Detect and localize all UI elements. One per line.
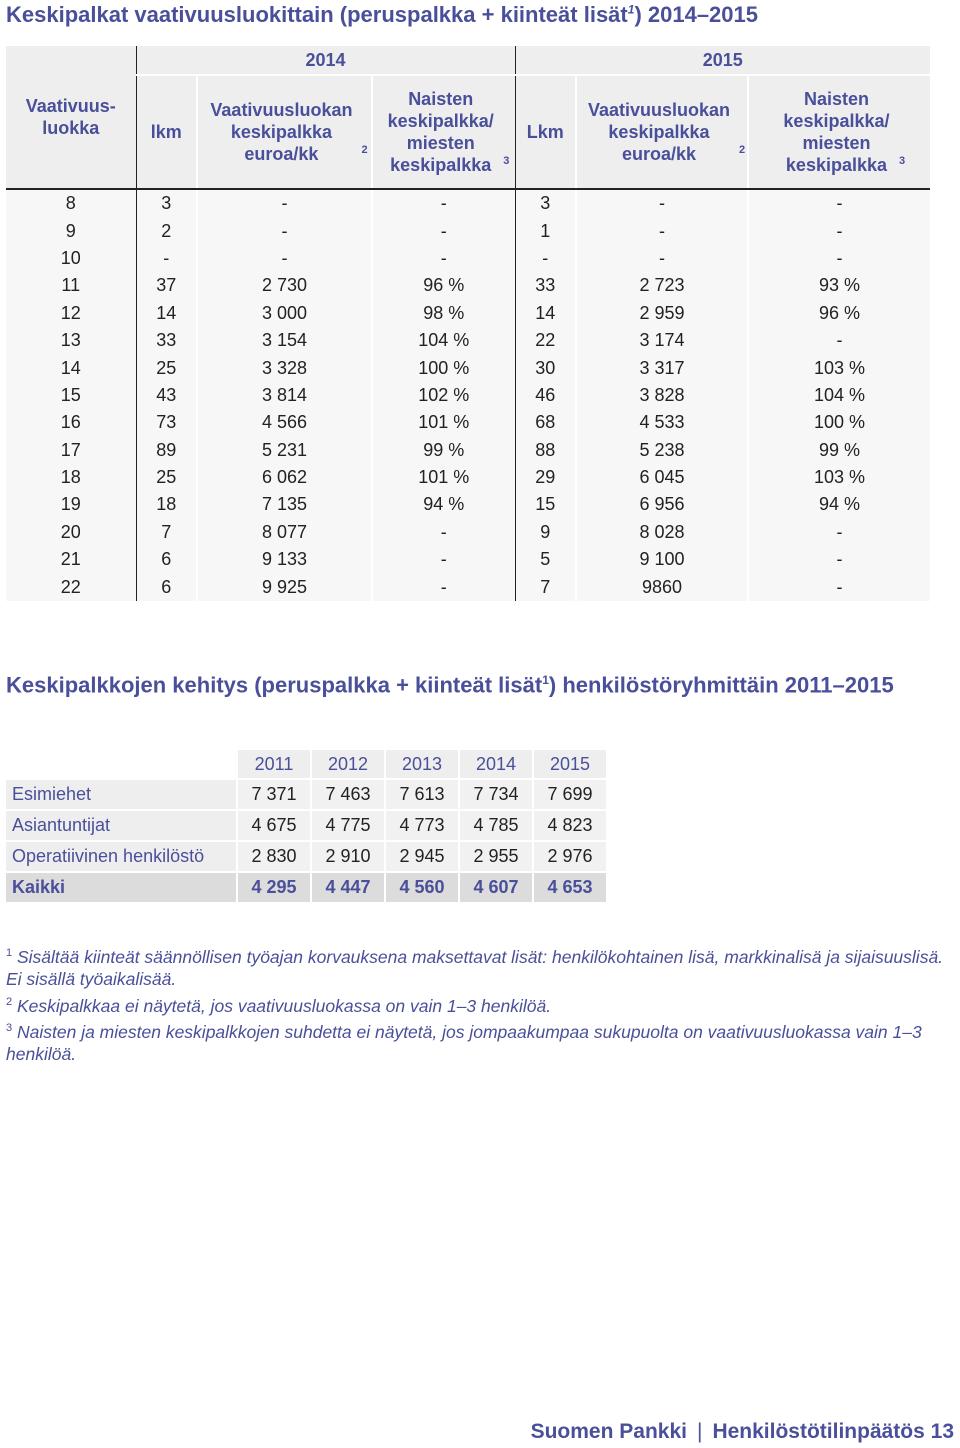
cell: - xyxy=(748,217,930,244)
table-row xyxy=(6,573,930,600)
cell: 2 723 xyxy=(576,272,748,299)
cell: - xyxy=(576,245,748,272)
table-row xyxy=(6,409,930,436)
table-row xyxy=(6,780,606,809)
cell: 96 % xyxy=(748,300,930,327)
header-year: 2013 xyxy=(386,750,458,778)
cell: 103 % xyxy=(748,464,930,491)
cell: 33 xyxy=(515,272,576,299)
cell: 100 % xyxy=(372,354,515,381)
cell: - xyxy=(372,573,515,600)
table-row xyxy=(6,300,930,327)
cell: 9 925 xyxy=(197,573,372,600)
cell: - xyxy=(576,189,748,217)
class-cell: 18 xyxy=(6,464,136,491)
cell: 37 xyxy=(136,272,197,299)
footnote: $^3$ Naisten ja miesten keskipalkkojen suhdetta ei näytetä, jos jompaakumpaa sukupuolta on vaativuusluokassa vain 1–3 henkilöä. xyxy=(6,1021,922,1065)
cell: - xyxy=(748,519,930,546)
cell: 22 xyxy=(515,327,576,354)
footer-separator: | xyxy=(696,1420,703,1443)
header-year: 2014 xyxy=(460,750,532,778)
table-row xyxy=(6,189,930,217)
cell: 101 % xyxy=(372,464,515,491)
cell: 6 062 xyxy=(197,464,372,491)
cell: 8 028 xyxy=(576,519,748,546)
footnote-ref: 1 xyxy=(542,673,549,687)
header-blank xyxy=(6,750,236,778)
class-cell: 19 xyxy=(6,491,136,518)
cell: - xyxy=(372,217,515,244)
cell: 3 828 xyxy=(576,382,748,409)
title-tail: ) henkilöstöryhmittäin 2011–2015 xyxy=(548,672,894,698)
cell: 98 % xyxy=(372,300,515,327)
cell: - xyxy=(197,217,372,244)
page-title xyxy=(6,2,946,28)
footnotes xyxy=(6,942,951,1066)
header-year: 2011 xyxy=(238,750,310,778)
cell: 9 100 xyxy=(576,546,748,573)
cell: - xyxy=(372,546,515,573)
cell: 3 317 xyxy=(576,354,748,381)
cell: 9860 xyxy=(576,573,748,600)
cell: 4 775 xyxy=(312,811,384,840)
table-row xyxy=(6,354,930,381)
cell: 103 % xyxy=(748,354,930,381)
title-text: Keskipalkkojen kehitys (peruspalkka + kiinteät lisät xyxy=(6,672,543,698)
cell: - xyxy=(748,327,930,354)
page-number: 13 xyxy=(930,1420,954,1443)
cell: 100 % xyxy=(748,409,930,436)
cell: - xyxy=(576,217,748,244)
cell: 2 910 xyxy=(312,842,384,871)
table-row xyxy=(6,491,930,518)
cell: - xyxy=(372,245,515,272)
class-cell: 17 xyxy=(6,437,136,464)
table-row xyxy=(6,217,930,244)
footer-org: Suomen Pankki xyxy=(530,1420,687,1443)
cell: 3 814 xyxy=(197,382,372,409)
table-row xyxy=(6,327,930,354)
cell: 2 976 xyxy=(534,842,606,871)
class-cell: 21 xyxy=(6,546,136,573)
table-row xyxy=(6,382,930,409)
table-row xyxy=(6,546,930,573)
row-label: Kaikki xyxy=(6,873,236,902)
class-cell: 9 xyxy=(6,217,136,244)
header-year-2015: 2015 xyxy=(515,46,930,75)
page-footer xyxy=(531,1420,954,1444)
cell: 102 % xyxy=(372,382,515,409)
cell: 33 xyxy=(136,327,197,354)
table-row xyxy=(6,811,606,840)
cell: 1 xyxy=(515,217,576,244)
footnote: $^1$ Sisältää kiinteät säännöllisen työajan korvauksena maksettavat lisät: henkilökohtainen lisä, markkinalisä ja sijaisuuslisä. Ei sisällä työaikalisää. xyxy=(6,946,944,990)
cell: 104 % xyxy=(748,382,930,409)
cell: 6 045 xyxy=(576,464,748,491)
cell: 4 447 xyxy=(312,873,384,902)
salary-by-class-table xyxy=(6,46,930,601)
title-tail: ) 2014–2015 xyxy=(634,2,758,27)
cell: - xyxy=(197,245,372,272)
cell: 4 533 xyxy=(576,409,748,436)
cell: 4 785 xyxy=(460,811,532,840)
class-cell: 16 xyxy=(6,409,136,436)
cell: 4 823 xyxy=(534,811,606,840)
footnote-ref: 1 xyxy=(627,2,635,17)
cell: 4 560 xyxy=(386,873,458,902)
class-cell: 12 xyxy=(6,300,136,327)
class-cell: 14 xyxy=(6,354,136,381)
cell: 4 566 xyxy=(197,409,372,436)
cell: 18 xyxy=(136,491,197,518)
cell: 4 675 xyxy=(238,811,310,840)
cell: 25 xyxy=(136,464,197,491)
row-label: Esimiehet xyxy=(6,780,236,809)
cell: 7 135 xyxy=(197,491,372,518)
class-cell: 8 xyxy=(6,189,136,217)
cell: 6 xyxy=(136,573,197,600)
cell: 15 xyxy=(515,491,576,518)
row-label: Operatiivinen henkilöstö xyxy=(6,842,236,871)
table-row xyxy=(6,272,930,299)
cell: 101 % xyxy=(372,409,515,436)
header-count-2014: lkm xyxy=(136,75,197,189)
cell: 46 xyxy=(515,382,576,409)
cell: 29 xyxy=(515,464,576,491)
cell: 5 xyxy=(515,546,576,573)
header-ratio-2014: Naisten keskipalkka/ miesten keskipalkka $^3$ xyxy=(372,75,515,189)
cell: 7 xyxy=(136,519,197,546)
cell: 3 xyxy=(515,189,576,217)
cell: - xyxy=(748,245,930,272)
cell: 3 328 xyxy=(197,354,372,381)
header-class: Vaativuus-luokka xyxy=(6,46,136,189)
cell: 73 xyxy=(136,409,197,436)
cell: 5 238 xyxy=(576,437,748,464)
title-text: Keskipalkat vaativuusluokittain (peruspalkka + kiinteät lisät xyxy=(6,2,628,27)
total-row xyxy=(6,873,606,902)
cell: 4 295 xyxy=(238,873,310,902)
cell: 3 154 xyxy=(197,327,372,354)
class-cell: 20 xyxy=(6,519,136,546)
cell: 25 xyxy=(136,354,197,381)
table-row xyxy=(6,245,930,272)
cell: 104 % xyxy=(372,327,515,354)
cell: - xyxy=(372,189,515,217)
cell: 4 607 xyxy=(460,873,532,902)
cell: - xyxy=(197,189,372,217)
cell: - xyxy=(372,519,515,546)
cell: 43 xyxy=(136,382,197,409)
footnote: $^2$ Keskipalkkaa ei näytetä, jos vaativuusluokassa on vain 1–3 henkilöä. xyxy=(6,995,552,1016)
cell: 9 xyxy=(515,519,576,546)
cell: 88 xyxy=(515,437,576,464)
salary-by-group-table xyxy=(4,748,608,904)
cell: 14 xyxy=(515,300,576,327)
class-cell: 10 xyxy=(6,245,136,272)
cell: 93 % xyxy=(748,272,930,299)
header-avg-2015: Vaativuusluokan keskipalkka euroa/kk $^2$ xyxy=(576,75,748,189)
cell: 5 231 xyxy=(197,437,372,464)
header-ratio-2015: Naisten keskipalkka/ miesten keskipalkka $^3$ xyxy=(748,75,930,189)
cell: 2 830 xyxy=(238,842,310,871)
cell: 7 613 xyxy=(386,780,458,809)
cell: 94 % xyxy=(748,491,930,518)
cell: 7 699 xyxy=(534,780,606,809)
cell: 99 % xyxy=(748,437,930,464)
cell: 89 xyxy=(136,437,197,464)
cell: 7 xyxy=(515,573,576,600)
cell: 2 730 xyxy=(197,272,372,299)
cell: 68 xyxy=(515,409,576,436)
table-row xyxy=(6,842,606,871)
cell: 8 077 xyxy=(197,519,372,546)
cell: 6 xyxy=(136,546,197,573)
cell: 94 % xyxy=(372,491,515,518)
cell: 2 xyxy=(136,217,197,244)
cell: 30 xyxy=(515,354,576,381)
class-cell: 11 xyxy=(6,272,136,299)
cell: - xyxy=(136,245,197,272)
header-avg-2014: Vaativuusluokan keskipalkka euroa/kk $^2$ xyxy=(197,75,372,189)
table-row xyxy=(6,519,930,546)
cell: 96 % xyxy=(372,272,515,299)
class-cell: 15 xyxy=(6,382,136,409)
row-label: Asiantuntijat xyxy=(6,811,236,840)
cell: 2 959 xyxy=(576,300,748,327)
footer-doc: Henkilöstötilinpäätös xyxy=(712,1420,925,1443)
header-year-2014: 2014 xyxy=(136,46,515,75)
cell: 7 463 xyxy=(312,780,384,809)
cell: 14 xyxy=(136,300,197,327)
cell: 9 133 xyxy=(197,546,372,573)
header-count-2015: Lkm xyxy=(515,75,576,189)
header-year: 2015 xyxy=(534,750,606,778)
header-year: 2012 xyxy=(312,750,384,778)
class-cell: 13 xyxy=(6,327,136,354)
cell: 99 % xyxy=(372,437,515,464)
cell: 6 956 xyxy=(576,491,748,518)
cell: 2 945 xyxy=(386,842,458,871)
class-cell: 22 xyxy=(6,573,136,600)
cell: 7 371 xyxy=(238,780,310,809)
table-row xyxy=(6,437,930,464)
cell: 3 xyxy=(136,189,197,217)
table-row xyxy=(6,464,930,491)
cell: 4 653 xyxy=(534,873,606,902)
cell: 2 955 xyxy=(460,842,532,871)
cell: 3 000 xyxy=(197,300,372,327)
cell: - xyxy=(748,573,930,600)
cell: - xyxy=(748,546,930,573)
cell: 4 773 xyxy=(386,811,458,840)
cell: 3 174 xyxy=(576,327,748,354)
cell: - xyxy=(748,189,930,217)
cell: 7 734 xyxy=(460,780,532,809)
cell: - xyxy=(515,245,576,272)
section-title xyxy=(6,667,936,698)
